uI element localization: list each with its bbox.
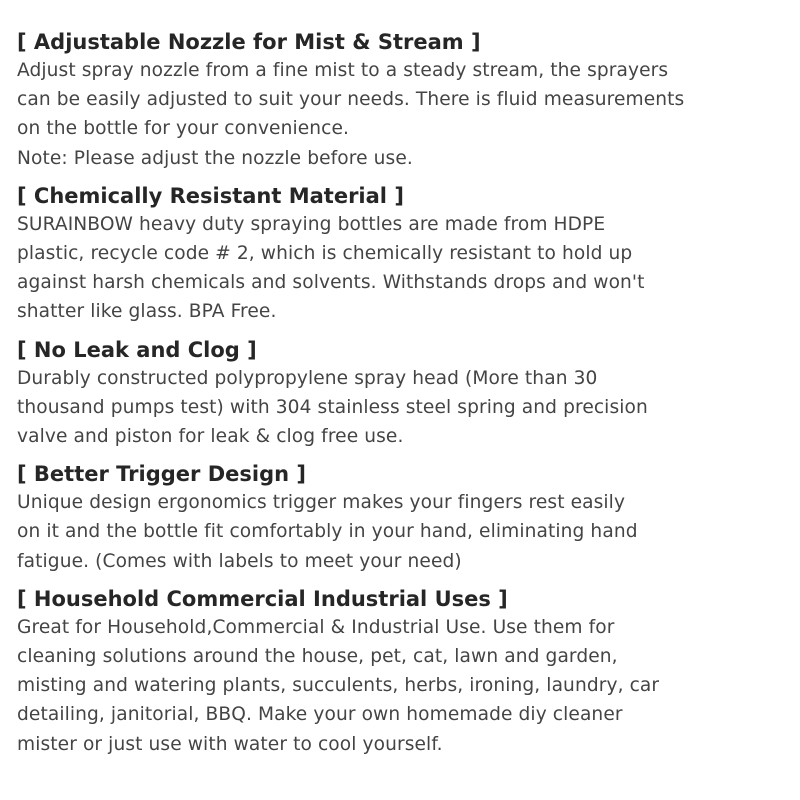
body-line: cleaning solutions around the house, pet, cat, lawn and garden, — [17, 646, 618, 668]
section-heading: [ No Leak and Clog ] — [17, 337, 257, 362]
body-line: fatigue. (Comes with labels to meet your need) — [17, 550, 462, 572]
body-line: mister or just use with water to cool yourself. — [17, 733, 443, 755]
section-household-uses — [17, 585, 792, 759]
body-line: Great for Household,Commercial & Industrial Use. Use them for — [17, 616, 615, 638]
body-line: on the bottle for your convenience. — [17, 118, 350, 140]
body-line: misting and watering plants, succulents, herbs, ironing, laundry, car — [17, 675, 660, 697]
section-better-trigger — [17, 460, 792, 576]
section-chemically-resistant — [17, 182, 792, 327]
body-line: can be easily adjusted to suit your needs. There is fluid measurements — [17, 89, 685, 111]
feature-description — [17, 28, 792, 768]
body-line: Adjust spray nozzle from a fine mist to a steady stream, the sprayers — [17, 60, 669, 81]
body-line: against harsh chemicals and solvents. Withstands drops and won't — [17, 272, 645, 294]
body-line: valve and piston for leak & clog free use. — [17, 426, 404, 448]
body-line: detailing, janitorial, BBQ. Make your own homemade diy cleaner — [17, 704, 623, 726]
body-line: Note: Please adjust the nozzle before use. — [17, 147, 413, 169]
body-line: SURAINBOW heavy duty spraying bottles are made from HDPE — [17, 213, 606, 235]
section-heading: [ Better Trigger Design ] — [17, 462, 306, 487]
body-line: thousand pumps test) with 304 stainless steel spring and precision — [17, 396, 648, 418]
body-line: plastic, recycle code # 2, which is chemically resistant to hold up — [17, 243, 633, 265]
section-heading: [ Chemically Resistant Material ] — [17, 183, 404, 208]
section-adjustable-nozzle — [17, 28, 792, 173]
body-line: Durably constructed polypropylene spray head (More than 30 — [17, 367, 598, 389]
section-heading: [ Household Commercial Industrial Uses ] — [17, 586, 508, 611]
section-heading: [ Adjustable Nozzle for Mist & Stream ] — [17, 30, 481, 54]
body-line: on it and the bottle fit comfortably in your hand, eliminating hand — [17, 521, 638, 543]
body-line: shatter like glass. BPA Free. — [17, 301, 277, 323]
body-line: Unique design ergonomics trigger makes your fingers rest easily — [17, 492, 626, 514]
section-no-leak-clog — [17, 336, 792, 452]
